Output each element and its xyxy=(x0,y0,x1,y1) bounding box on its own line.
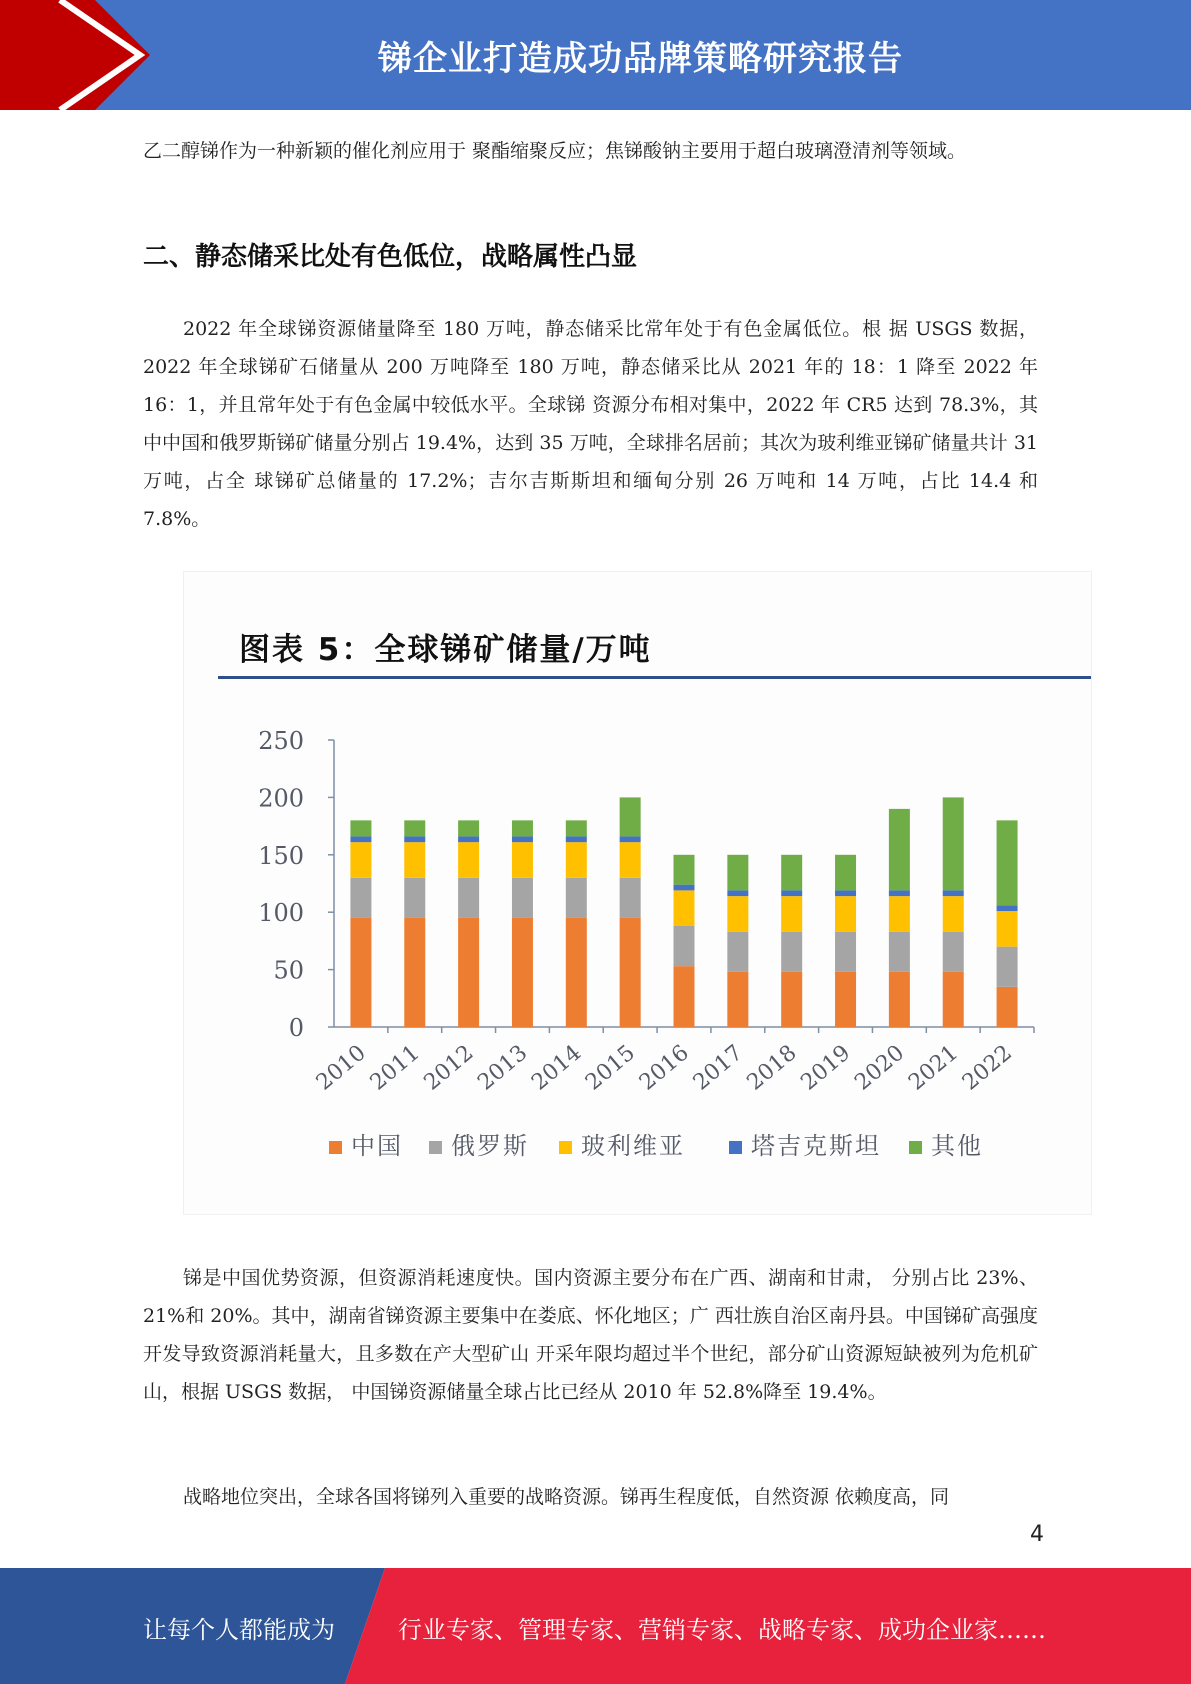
footer-slogan-right: 行业专家、管理专家、营销专家、战略专家、成功企业家…… xyxy=(398,1616,1046,1644)
bar-segment xyxy=(566,836,587,842)
bar-segment xyxy=(997,947,1018,987)
stacked-bar-chart xyxy=(184,572,1091,1214)
bar-segment xyxy=(997,987,1018,1027)
bar-segment xyxy=(727,890,748,896)
bar-segment xyxy=(997,905,1018,911)
bar-segment xyxy=(943,972,964,1027)
bar-segment xyxy=(781,932,802,972)
bar-segment xyxy=(620,842,641,878)
bar-segment xyxy=(889,896,910,932)
legend-swatch xyxy=(909,1141,922,1154)
bar-segment xyxy=(350,836,371,842)
bar-segment xyxy=(727,932,748,972)
bar-segment xyxy=(404,820,425,836)
bar-segment xyxy=(620,797,641,836)
legend-label: 其他 xyxy=(931,1132,983,1160)
bar-segment xyxy=(727,896,748,932)
bar-segment xyxy=(404,836,425,842)
intro-paragraph: 乙二醇锑作为一种新颖的催化剂应用于 聚酯缩聚反应；焦锑酸钠主要用于超白玻璃澄清剂等领域。 xyxy=(143,140,967,162)
bar-segment xyxy=(458,836,479,842)
legend-label: 俄罗斯 xyxy=(451,1132,529,1160)
x-tick-label: 2020 xyxy=(850,1040,910,1096)
y-tick-label: 200 xyxy=(258,784,304,813)
bar-segment xyxy=(404,918,425,1027)
bar-segment xyxy=(674,890,695,926)
bar-segment xyxy=(781,890,802,896)
bar-segment xyxy=(404,878,425,918)
bar-segment xyxy=(458,842,479,878)
bar-segment xyxy=(350,918,371,1027)
bar-segment xyxy=(674,855,695,885)
bar-segment xyxy=(350,820,371,836)
bar-segment xyxy=(943,896,964,932)
x-tick-label: 2018 xyxy=(742,1040,802,1096)
bar-segment xyxy=(781,855,802,891)
header-bar xyxy=(0,0,1191,110)
report-title: 锑企业打造成功品牌策略研究报告 xyxy=(378,38,903,79)
bar-segment xyxy=(458,878,479,918)
bar-segment xyxy=(835,855,856,891)
bar-segment xyxy=(835,896,856,932)
y-tick-label: 0 xyxy=(288,1014,304,1042)
bar-segment xyxy=(943,932,964,972)
y-tick-label: 100 xyxy=(258,899,304,928)
strategic-paragraph: 战略地位突出，全球各国将锑列入重要的战略资源。锑再生程度低，自然资源 依赖度高，同 xyxy=(183,1486,950,1508)
legend-swatch xyxy=(429,1141,442,1154)
x-tick-label: 2021 xyxy=(904,1040,964,1096)
bar-segment xyxy=(404,842,425,878)
bar-segment xyxy=(674,885,695,891)
bar-segment xyxy=(674,926,695,966)
bar-segment xyxy=(889,890,910,896)
bar-segment xyxy=(997,911,1018,947)
bar-segment xyxy=(620,836,641,842)
bar-segment xyxy=(350,878,371,918)
chart-title: 图表 5：全球锑矿储量/万吨 xyxy=(239,632,652,668)
china-resources-paragraph: 锑是中国优势资源，但资源消耗速度快。国内资源主要分布在广西、湖南和甘肃， 分别占比 23%、21%和 20%。其中，湖南省锑资源主要集中在娄底、怀化地区；广 西壮族自治区南丹县。中国锑矿高强度开发导致资源消耗量大，且多数在产大型矿山 开采年限均超过半个世纪，部分矿山资源短缺被列为危机矿山，根据 USGS 数据， 中国锑资源储量全球占比已经从 2010 年 52.8%降至 19.4%。 xyxy=(143,1267,1038,1403)
x-tick-label: 2011 xyxy=(365,1040,425,1096)
bar-segment xyxy=(835,972,856,1027)
bar-segment xyxy=(889,932,910,972)
reserves-paragraph: 2022 年全球锑资源储量降至 180 万吨，静态储采比常年处于有色金属低位。根 据 USGS 数据，2022 年全球锑矿石储量从 200 万吨降至 180 万吨，静态储采比从 2021 年的 18：1 降至 2022 年 16：1，并且常年处于有色金属中较低水平。全球锑 资源分布相对集中，2022 年 CR5 达到 78.3%，其中中国和俄罗斯锑矿储量分别占 19.4%，达到 35 万吨，全球排名居前；其次为玻利维亚锑矿储量共计 31 万吨，占全 球锑矿总储量的 17.2%；吉尔吉斯斯坦和缅甸分别 26 万吨和 14 万吨，占比 14.4 和 7.8%。 xyxy=(143,318,1038,530)
y-tick-label: 250 xyxy=(258,727,304,755)
bar-segment xyxy=(943,797,964,890)
legend-label: 中国 xyxy=(351,1132,403,1160)
x-tick-label: 2013 xyxy=(473,1040,533,1096)
bar-segment xyxy=(997,820,1018,905)
section-heading: 二、静态储采比处有色低位，战略属性凸显 xyxy=(143,242,638,272)
x-tick-label: 2010 xyxy=(311,1040,371,1096)
bar-segment xyxy=(458,918,479,1027)
bar-segment xyxy=(674,966,695,1027)
x-tick-label: 2012 xyxy=(419,1040,479,1096)
bar-segment xyxy=(889,809,910,891)
legend-swatch xyxy=(729,1141,742,1154)
bar-segment xyxy=(835,890,856,896)
x-tick-label: 2015 xyxy=(581,1040,641,1096)
bar-segment xyxy=(620,878,641,918)
footer-slogan-left: 让每个人都能成为 xyxy=(143,1616,335,1644)
bar-segment xyxy=(512,918,533,1027)
legend-swatch xyxy=(559,1141,572,1154)
x-tick-label: 2014 xyxy=(527,1040,587,1096)
bar-segment xyxy=(727,972,748,1027)
x-tick-label: 2022 xyxy=(957,1040,1017,1096)
bar-segment xyxy=(727,855,748,891)
bar-segment xyxy=(512,836,533,842)
chart-figure xyxy=(183,571,1092,1215)
bar-segment xyxy=(458,820,479,836)
x-tick-label: 2019 xyxy=(796,1040,856,1096)
bar-segment xyxy=(566,918,587,1027)
page-number: 4 xyxy=(1030,1522,1044,1547)
bar-segment xyxy=(512,878,533,918)
bar-segment xyxy=(350,842,371,878)
bar-segment xyxy=(943,890,964,896)
bar-segment xyxy=(781,972,802,1027)
legend-label: 塔吉克斯坦 xyxy=(751,1132,881,1160)
x-tick-label: 2016 xyxy=(634,1040,694,1096)
legend-swatch xyxy=(329,1141,342,1154)
y-tick-label: 50 xyxy=(273,956,304,985)
y-tick-label: 150 xyxy=(258,841,304,870)
bar-segment xyxy=(566,878,587,918)
bar-segment xyxy=(566,820,587,836)
bar-segment xyxy=(620,918,641,1027)
x-tick-label: 2017 xyxy=(688,1040,748,1096)
bar-segment xyxy=(781,896,802,932)
header-arrow-icon xyxy=(0,0,150,110)
bar-segment xyxy=(835,932,856,972)
bar-segment xyxy=(512,820,533,836)
legend-label: 玻利维亚 xyxy=(581,1132,685,1160)
bar-segment xyxy=(512,842,533,878)
bar-segment xyxy=(889,972,910,1027)
bar-segment xyxy=(566,842,587,878)
